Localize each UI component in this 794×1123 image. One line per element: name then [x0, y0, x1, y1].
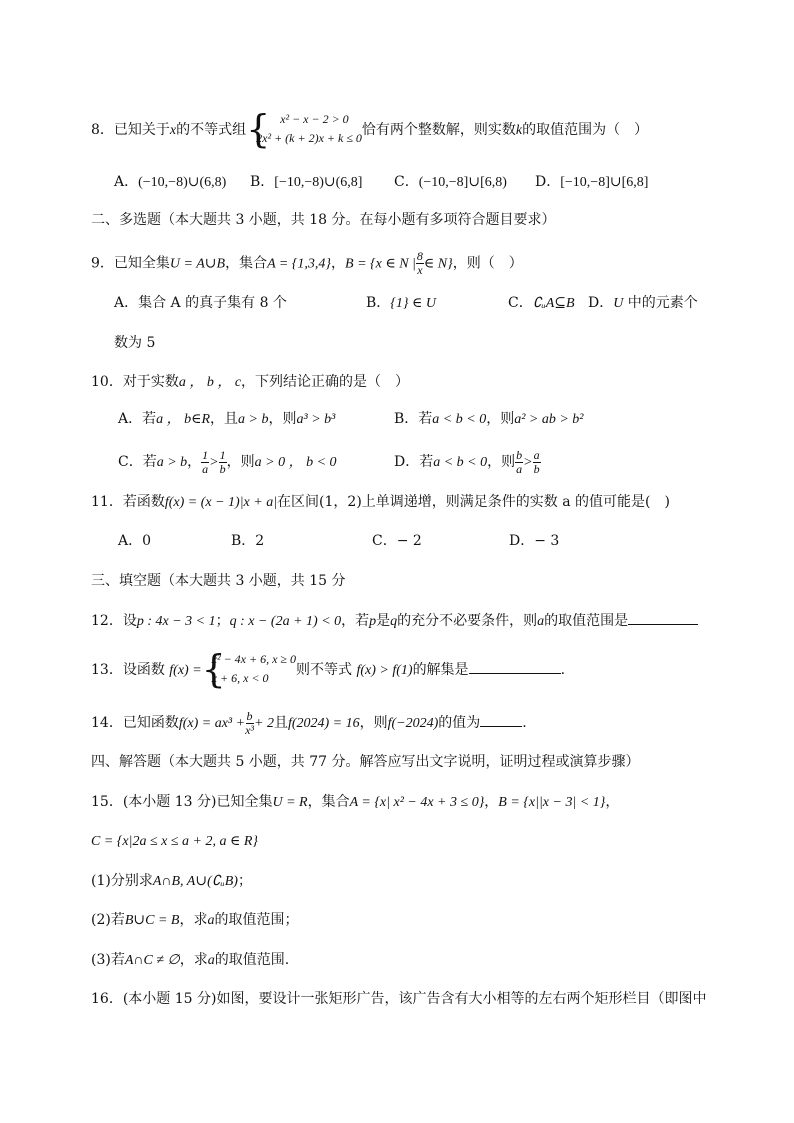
piecewise-function: { x² − 4x + 6, x ≥ 0 x + 6, x < 0 — [201, 647, 297, 691]
left-brace: { — [246, 107, 271, 151]
option-d: D．若a < b < 0，则 $\frac{b}{a}$ > $\frac{a}{b}$ — [394, 447, 540, 476]
option-d: D．U 中的元素个 — [588, 295, 698, 311]
set-c-definition: C = {x|2a ≤ x ≤ a + 2, a ∈ R} — [91, 834, 258, 849]
option-c: C．若a > b， $\frac{1}{a}$ > $\frac{1}{b}$ ，则a > 0 ， b < 0 — [118, 447, 337, 476]
answer-blank[interactable] — [480, 712, 522, 727]
question-8: 8．已知关于x的不等式组 { x² − x − 2 > 0 2x² + (k + 2)x + k ≤ 0 恰有两个整数解，则实数k的取值范围为（ ） — [91, 107, 649, 151]
section-heading-3: 三、填空题（本大题共 3 小题，共 15 分 — [91, 573, 346, 589]
question-14: 14．已知函数f(x) = ax³ + $\frac{b}{\text{x³}}$ + 2且f(2024) = 16，则f(−2024)的值为 . — [91, 708, 527, 737]
question-15: 15．(本小题 13 分)已知全集U = R，集合A = {x| x² − 4x + 3 ≤ 0}，B = {x||x − 3| < 1}， — [91, 794, 620, 810]
fraction: $\frac{8}{x}$ — [416, 249, 423, 277]
option-d-continued: 数为 5 — [114, 335, 156, 351]
option-b: B．若a < b < 0，则a² > ab > b² — [394, 411, 584, 427]
option-d: D．− 3 — [509, 533, 560, 549]
option-b: B．2 — [231, 533, 265, 549]
question-9: 9．已知全集U = A∪B，集合A = {1,3,4}，B = {x ∈ N | $\frac{8}{x}$ ∈ N}，则（ ） — [91, 249, 523, 277]
option-d: D．[−10,−8]∪[6,8] — [535, 174, 649, 190]
option-c: C．− 2 — [372, 533, 422, 549]
option-a: A．(−10,−8)∪(6,8) — [114, 174, 227, 190]
option-c: C．∁ᵤA⊆B — [508, 295, 575, 311]
option-c: C．(−10,−8]∪[6,8) — [394, 174, 507, 190]
option-a: A．0 — [118, 533, 152, 549]
section-heading-4: 四、解答题（本大题共 5 小题，共 77 分。解答应写出文字说明，证明过程或演算步骤） — [91, 754, 640, 770]
question-12: 12．设p : 4x − 3 < 1；q : x − (2a + 1) < 0，若p是q的充分不必要条件，则a的取值范围是 — [91, 610, 698, 632]
option-b: B．{1} ∈ U — [366, 295, 436, 311]
question-11: 11．若函数f(x) = (x − 1)|x + a|在区间(1，2)上单调递增，则满足条件的实数 a 的值可能是( ) — [91, 494, 670, 510]
question-10: 10．对于实数a ， b ， c，下列结论正确的是（ ） — [91, 374, 410, 390]
answer-blank[interactable] — [469, 659, 561, 674]
q15-part-3: (3)若A∩C ≠ ∅，求a的取值范围. — [91, 952, 290, 968]
inequality-system: { x² − x − 2 > 0 2x² + (k + 2)x + k ≤ 0 — [246, 107, 362, 151]
section-heading-2: 二、多选题（本大题共 3 小题，共 18 分。在每小题有多项符合题目要求） — [91, 212, 556, 228]
question-16: 16．(本小题 15 分)如图，要设计一张矩形广告，该广告含有大小相等的左右两个矩形栏目（即图中 — [91, 991, 707, 1007]
option-a: A．集合 A 的真子集有 8 个 — [114, 295, 287, 311]
option-b: B．[−10,−8)∪(6,8] — [250, 174, 363, 190]
answer-blank[interactable] — [628, 610, 698, 625]
question-number: 8． — [91, 122, 114, 138]
q15-part-2: (2)若B∪C = B，求a的取值范围； — [91, 912, 299, 928]
q15-part-1: (1)分别求A∩B, A∪(∁ᵤB)； — [91, 873, 252, 889]
option-a: A．若a ， b∈R，且a > b，则a³ > b³ — [118, 411, 336, 427]
question-13: 13．设函数 f(x) = { x² − 4x + 6, x ≥ 0 x + 6, x < 0 则不等式 f(x) > f(1)的解集是 . — [91, 647, 566, 691]
